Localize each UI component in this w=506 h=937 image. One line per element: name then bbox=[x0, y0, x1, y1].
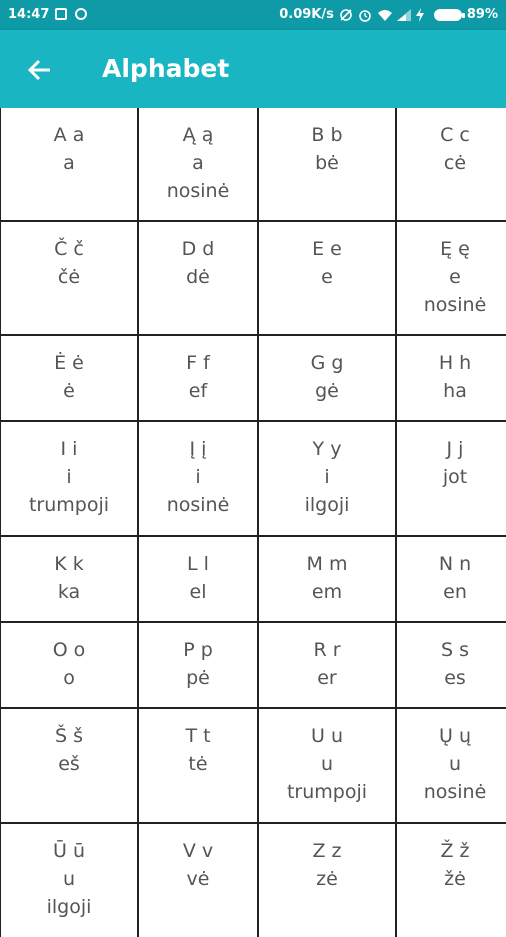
letter-cell[interactable] bbox=[1, 336, 137, 420]
back-button[interactable] bbox=[22, 52, 58, 88]
letter-qualifier: nosinė bbox=[166, 494, 230, 516]
page-title: Alphabet bbox=[102, 54, 230, 83]
letter-glyph: Z z bbox=[312, 840, 342, 862]
letter-name: e bbox=[449, 266, 461, 288]
status-bar-left bbox=[8, 7, 89, 22]
letter-glyph: Y y bbox=[312, 438, 342, 460]
letter-qualifier: nosinė bbox=[423, 781, 487, 803]
arrow-back-icon bbox=[22, 52, 58, 88]
letter-name: jot bbox=[442, 466, 468, 488]
letter-qualifier: trumpoji bbox=[286, 781, 368, 803]
letter-name: ha bbox=[443, 380, 467, 402]
signal-icon bbox=[396, 8, 410, 22]
letter-cell[interactable] bbox=[259, 108, 395, 220]
letter-name: ef bbox=[188, 380, 208, 402]
letter-glyph: A a bbox=[53, 124, 85, 146]
letter-name: tė bbox=[188, 753, 208, 775]
letter-cell[interactable] bbox=[397, 422, 506, 535]
letter-glyph: M m bbox=[306, 553, 348, 575]
letter-qualifier: ilgoji bbox=[46, 896, 92, 918]
letter-name: a bbox=[192, 152, 204, 174]
letter-glyph: S s bbox=[441, 639, 469, 661]
letter-name: vė bbox=[186, 868, 210, 890]
letter-glyph: Ž ž bbox=[440, 840, 470, 862]
letter-glyph: N n bbox=[438, 553, 472, 575]
letter-name: čė bbox=[57, 266, 81, 288]
letter-glyph: K k bbox=[54, 553, 84, 575]
letter-cell[interactable] bbox=[397, 709, 506, 822]
letter-glyph: Ė ė bbox=[54, 352, 84, 374]
network-speed: 0.09K/s bbox=[279, 7, 334, 22]
letter-name: dė bbox=[186, 266, 210, 288]
letter-glyph: Č č bbox=[54, 238, 84, 260]
letter-cell[interactable] bbox=[259, 709, 395, 822]
letter-name: e bbox=[321, 266, 333, 288]
letter-name: a bbox=[63, 152, 75, 174]
letter-glyph: Ū ū bbox=[53, 840, 85, 862]
letter-name: pė bbox=[186, 667, 210, 689]
letter-cell[interactable] bbox=[1, 537, 137, 621]
letter-cell[interactable] bbox=[139, 824, 257, 937]
letter-glyph: V v bbox=[182, 840, 214, 862]
letter-cell[interactable] bbox=[139, 108, 257, 220]
letter-qualifier: nosinė bbox=[166, 180, 230, 202]
letter-cell[interactable] bbox=[1, 709, 137, 822]
alarm-clock-icon bbox=[358, 8, 372, 22]
letter-name: el bbox=[189, 581, 207, 603]
letter-cell[interactable] bbox=[259, 824, 395, 937]
wifi-icon bbox=[377, 8, 391, 22]
letter-cell[interactable] bbox=[259, 422, 395, 535]
letter-cell[interactable] bbox=[397, 336, 506, 420]
letter-cell[interactable] bbox=[397, 623, 506, 707]
letter-glyph: L l bbox=[187, 553, 209, 575]
letter-glyph: I i bbox=[60, 438, 78, 460]
letter-name: en bbox=[443, 581, 467, 603]
letter-glyph: Ų ų bbox=[439, 725, 471, 747]
letter-glyph: B b bbox=[311, 124, 343, 146]
letter-name: i bbox=[66, 466, 72, 488]
letter-glyph: P p bbox=[183, 639, 213, 661]
letter-name: em bbox=[311, 581, 343, 603]
alarm-icon bbox=[75, 8, 89, 22]
letter-cell[interactable] bbox=[397, 824, 506, 937]
letter-cell[interactable] bbox=[139, 709, 257, 822]
letter-glyph: R r bbox=[313, 639, 341, 661]
letter-name: u bbox=[320, 753, 334, 775]
letter-qualifier: ilgoji bbox=[304, 494, 350, 516]
letter-cell[interactable] bbox=[1, 623, 137, 707]
battery-icon bbox=[434, 9, 462, 21]
battery-percent: 89% bbox=[466, 7, 498, 22]
letter-glyph: E e bbox=[312, 238, 342, 260]
letter-cell[interactable] bbox=[1, 824, 137, 937]
letter-glyph: H h bbox=[438, 352, 472, 374]
letter-glyph: D d bbox=[181, 238, 215, 260]
letter-glyph: Ą ą bbox=[182, 124, 214, 146]
status-time: 14:47 bbox=[8, 7, 50, 22]
letter-glyph: Ę ę bbox=[440, 238, 470, 260]
letter-name: cė bbox=[443, 152, 467, 174]
letter-name: eš bbox=[58, 753, 80, 775]
sync-off-icon bbox=[339, 8, 353, 22]
sim-icon bbox=[55, 8, 69, 22]
letter-cell[interactable] bbox=[1, 108, 137, 220]
letter-name: es bbox=[444, 667, 466, 689]
letter-name: ė bbox=[63, 380, 75, 402]
letter-cell[interactable] bbox=[259, 623, 395, 707]
charging-icon bbox=[415, 8, 429, 22]
letter-qualifier: trumpoji bbox=[28, 494, 110, 516]
letter-name: ka bbox=[57, 581, 81, 603]
letter-cell[interactable] bbox=[139, 623, 257, 707]
letter-name: er bbox=[317, 667, 337, 689]
status-bar bbox=[0, 0, 506, 30]
letter-cell[interactable] bbox=[397, 108, 506, 220]
letter-glyph: C c bbox=[440, 124, 470, 146]
letter-cell[interactable] bbox=[1, 222, 137, 334]
letter-name: bė bbox=[315, 152, 339, 174]
letter-glyph: T t bbox=[185, 725, 211, 747]
letter-cell[interactable] bbox=[397, 537, 506, 621]
letter-cell[interactable] bbox=[1, 422, 137, 535]
letter-cell[interactable] bbox=[139, 222, 257, 334]
letter-glyph: U u bbox=[311, 725, 343, 747]
letter-glyph: J j bbox=[446, 438, 464, 460]
letter-cell[interactable] bbox=[259, 222, 395, 334]
letter-glyph: F f bbox=[186, 352, 210, 374]
letter-cell[interactable] bbox=[397, 222, 506, 334]
letter-glyph: Į į bbox=[189, 438, 207, 460]
letter-glyph: G g bbox=[310, 352, 344, 374]
letter-name: o bbox=[63, 667, 75, 689]
letter-cell[interactable] bbox=[139, 422, 257, 535]
status-bar-right bbox=[279, 7, 498, 22]
letter-name: zė bbox=[316, 868, 338, 890]
letter-cell[interactable] bbox=[259, 336, 395, 420]
letter-qualifier: nosinė bbox=[423, 294, 487, 316]
letter-glyph: O o bbox=[52, 639, 86, 661]
letter-cell[interactable] bbox=[139, 537, 257, 621]
letter-name: i bbox=[324, 466, 330, 488]
alphabet-grid bbox=[0, 108, 506, 937]
letter-name: gė bbox=[315, 380, 339, 402]
app-bar bbox=[0, 30, 506, 108]
letter-name: u bbox=[62, 868, 76, 890]
letter-cell[interactable] bbox=[139, 336, 257, 420]
letter-name: žė bbox=[444, 868, 466, 890]
letter-name: u bbox=[448, 753, 462, 775]
letter-glyph: Š š bbox=[55, 725, 83, 747]
letter-name: i bbox=[195, 466, 201, 488]
letter-cell[interactable] bbox=[259, 537, 395, 621]
